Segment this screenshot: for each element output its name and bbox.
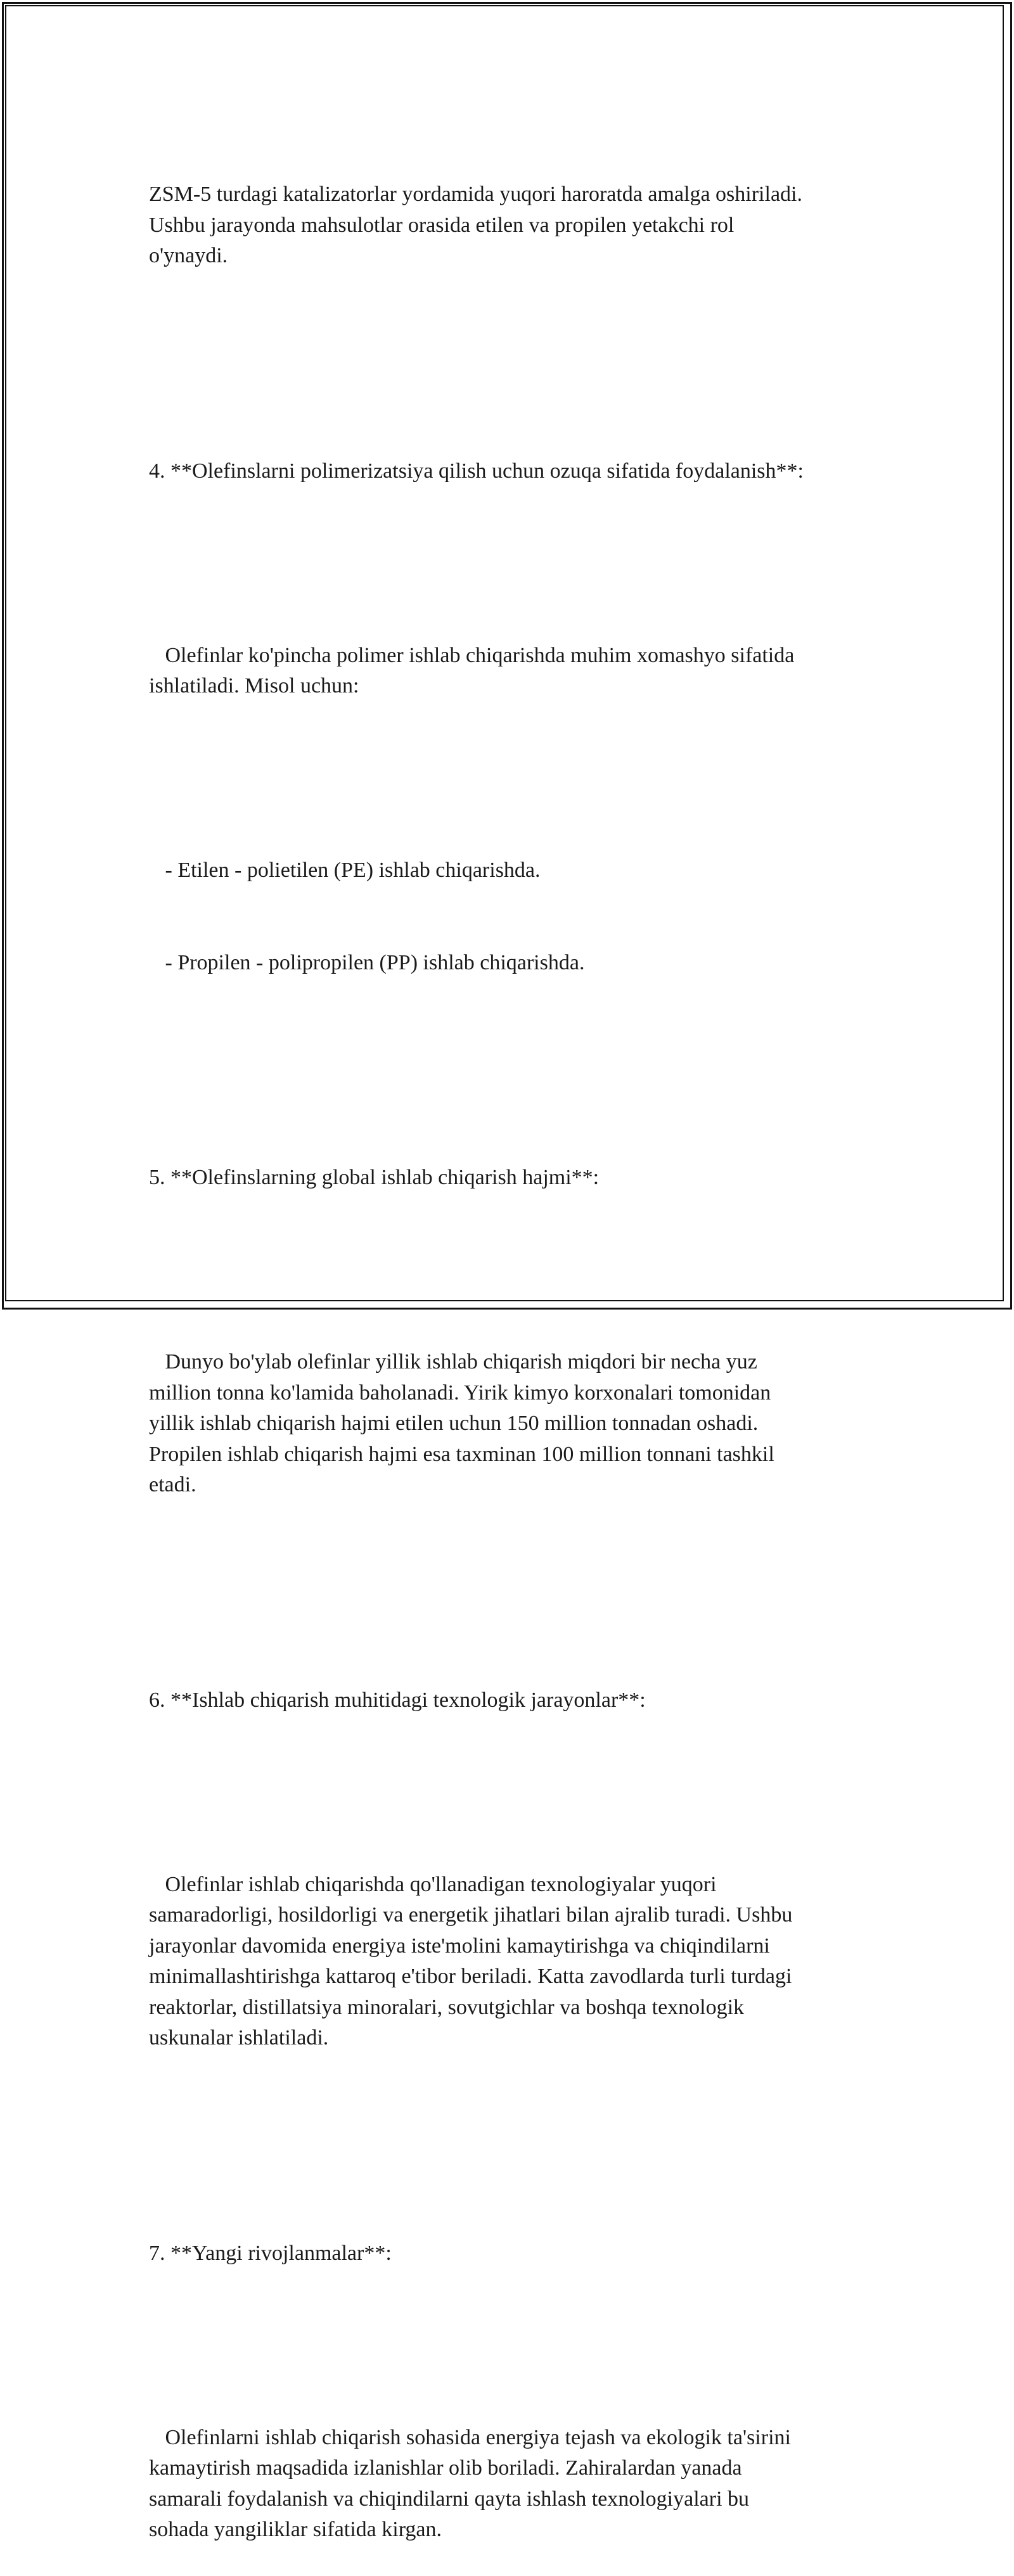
spacer <box>149 1562 884 1593</box>
spacer <box>149 548 884 579</box>
spacer <box>149 1040 884 1071</box>
section-5-paragraph: Dunyo bo'ylab olefinlar yillik ishlab chiqarish miqdori bir necha yuz million tonna ko'lamida baholanadi. Yirik kimyo korxonalari tomonidan yillik ishlab chiqarish hajmi etilen uchun 150 million tonnadan oshadi. Propilen ishlab chiqarish hajmi esa taxminan 100 million tonnani tashkil etadi. <box>149 1350 774 1496</box>
section-6-paragraph: Olefinlar ishlab chiqarishda qo'llanadigan texnologiyalar yuqori samaradorligi, hosildorligi va energetik jihatlari bilan ajralib turadi. Ushbu jarayonlar davomida energiya iste'molini kamaytirishga va chiqindilarni minimallashtirishga kattaroq e'tibor beriladi. Katta zavodlarda turli turdagi reaktorlar, distillatsiya minoralari, sovutgichlar va boshqa texnologik uskunalar ishlatiladi. <box>149 1872 793 2050</box>
spacer <box>149 1777 884 1808</box>
list-item: - Propilen - polipropilen (PP) ishlab chiqarishda. <box>149 950 585 974</box>
list-item: - Etilen - polietilen (PE) ishlab chiqarishda. <box>149 858 541 882</box>
section-4-paragraph: Olefinlar ko'pincha polimer ishlab chiqarishda muhim xomashyo sifatida ishlatiladi. Misol uchun: <box>149 643 795 698</box>
document-body <box>149 118 884 2576</box>
section-6-heading: 6. **Ishlab chiqarish muhitidagi texnologik jarayonlar**: <box>149 1688 646 1712</box>
section-5-heading: 5. **Olefinslarning global ishlab chiqarish hajmi**: <box>149 1166 600 1189</box>
spacer <box>149 2115 884 2146</box>
spacer <box>149 2330 884 2361</box>
intro-paragraph: ZSM-5 turdagi katalizatorlar yordamida yuqori haroratda amalga oshiriladi. Ushbu jarayonda mahsulotlar orasida etilen va propilen yetakchi rol o'ynaydi. <box>149 182 802 267</box>
section-7-paragraph: Olefinlarni ishlab chiqarish sohasida energiya tejash va ekologik ta'sirini kamaytirish maqsadida izlanishlar olib boriladi. Zahiralardan yanada samarali foydalanish va chiqindilarni qayta ishlash texnologiyalari bu sohada yangiliklar sifatida kirgan. <box>149 2425 791 2541</box>
section-4-heading: 4. **Olefinslarni polimerizatsiya qilish uchun ozuqa sifatida foydalanish**: <box>149 459 804 483</box>
spacer <box>149 763 884 794</box>
spacer <box>149 333 884 364</box>
section-7-heading: 7. **Yangi rivojlanmalar**: <box>149 2241 392 2265</box>
spacer <box>149 1255 884 1286</box>
